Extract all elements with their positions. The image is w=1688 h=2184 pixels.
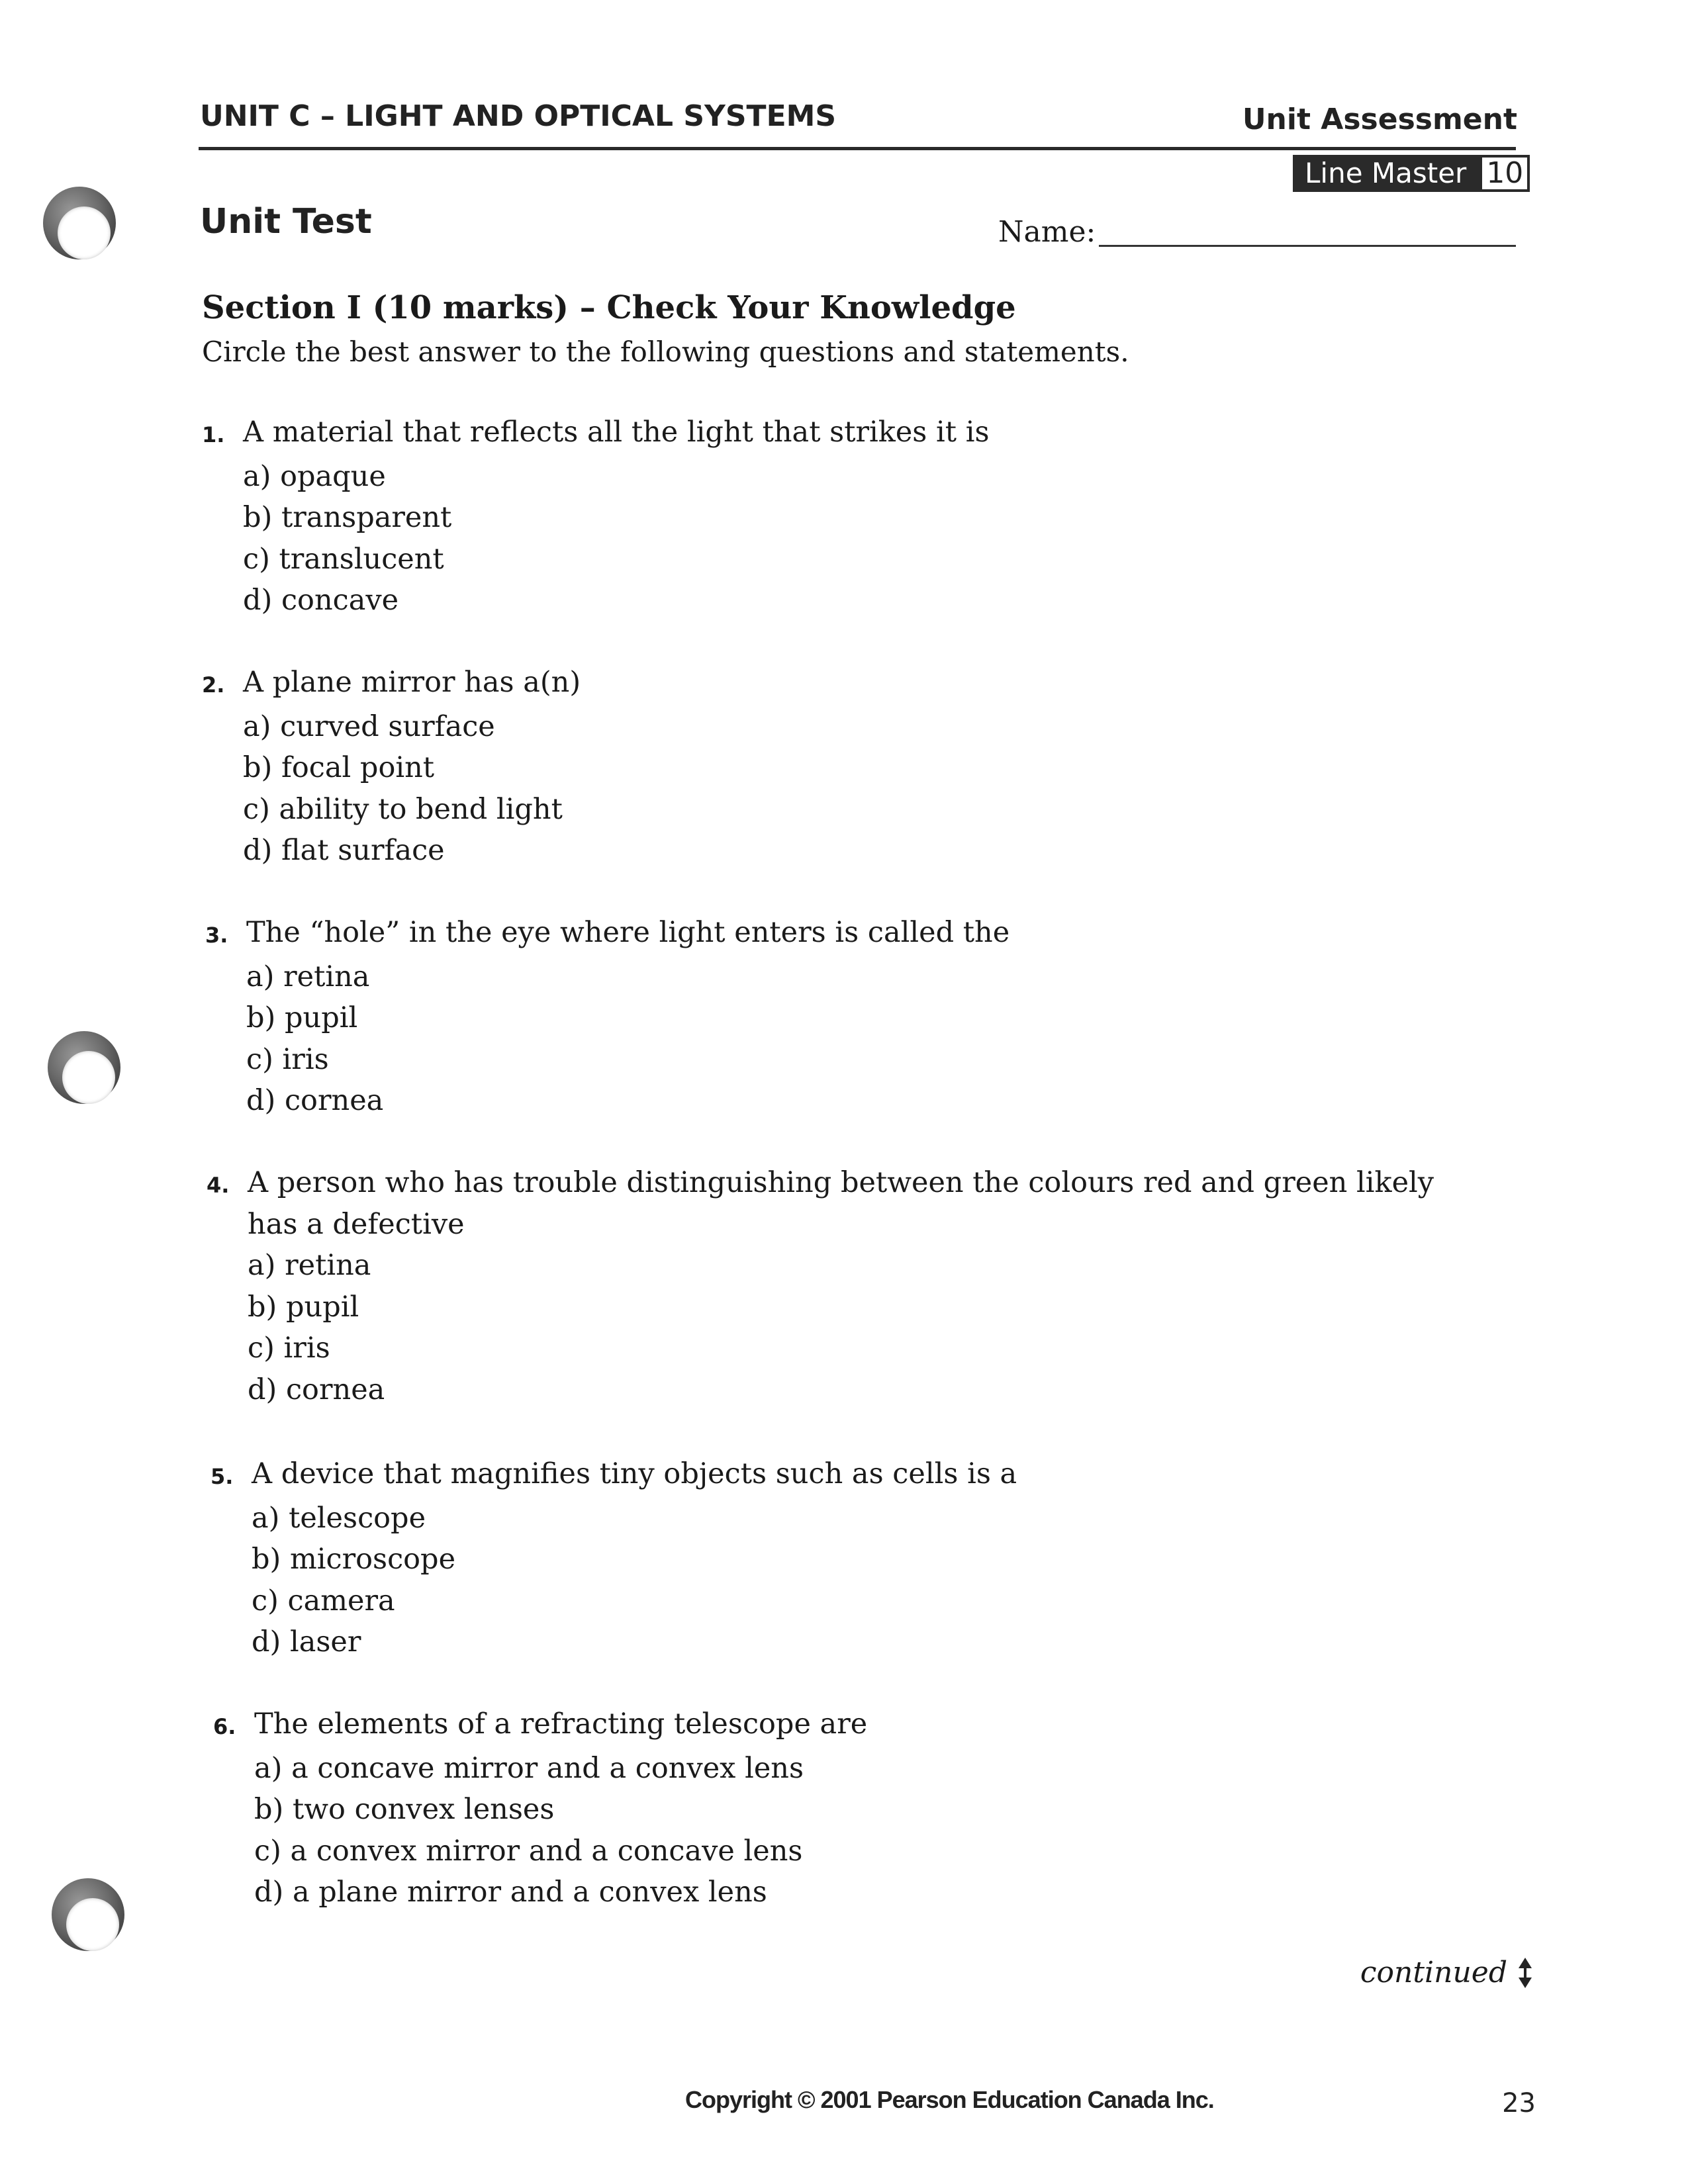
binder-hole-middle — [48, 1031, 120, 1104]
answer-option[interactable]: c) camera — [252, 1584, 395, 1617]
question-5 — [211, 1453, 1468, 1663]
assessment-label: Unit Assessment — [1242, 103, 1517, 136]
answer-option[interactable]: a) telescope — [252, 1501, 426, 1535]
answer-option[interactable]: c) iris — [248, 1332, 330, 1365]
answer-option[interactable]: b) pupil — [246, 1001, 358, 1034]
answer-option[interactable]: a) a concave mirror and a convex lens — [254, 1751, 804, 1785]
continued-label: continued — [1360, 1956, 1507, 1989]
question-text: The “hole” in the eye where light enters is called the — [246, 916, 1010, 949]
answer-option[interactable]: d) concave — [243, 584, 399, 617]
question-stem — [202, 412, 1460, 456]
question-stem — [207, 1162, 1491, 1245]
question-2 — [202, 662, 1460, 872]
question-text: The elements of a refracting telescope are — [254, 1707, 868, 1741]
question-number: 6. — [213, 1714, 236, 1739]
answer-option[interactable]: d) flat surface — [243, 834, 445, 867]
answer-option[interactable]: d) cornea — [246, 1084, 384, 1117]
question-6 — [213, 1704, 1471, 1913]
answer-option[interactable]: c) a convex mirror and a concave lens — [254, 1834, 803, 1868]
question-stem — [205, 912, 1463, 956]
answer-option[interactable]: a) opaque — [243, 459, 386, 493]
answer-option[interactable]: b) two convex lenses — [254, 1793, 555, 1826]
question-text: A device that magnifies tiny objects such as cells is a — [252, 1457, 1017, 1490]
question-text: A material that reflects all the light that strikes it is — [243, 416, 990, 449]
line-master-number: 10 — [1479, 155, 1530, 192]
answer-option[interactable]: d) a plane mirror and a convex lens — [254, 1876, 767, 1909]
question-text: A plane mirror has a(n) — [243, 666, 581, 699]
question-1 — [202, 412, 1460, 621]
question-3 — [205, 912, 1463, 1122]
continued-arrow-icon — [1518, 1958, 1532, 1988]
answer-option[interactable]: d) laser — [252, 1625, 361, 1659]
answer-option[interactable]: a) curved surface — [243, 709, 495, 743]
line-master-badge — [1293, 155, 1530, 192]
name-field[interactable] — [1099, 245, 1516, 247]
question-number: 1. — [202, 422, 225, 447]
answer-option[interactable]: d) cornea — [248, 1373, 385, 1406]
question-number: 5. — [211, 1464, 234, 1489]
question-number: 4. — [207, 1173, 230, 1198]
answer-option[interactable]: b) transparent — [243, 501, 452, 534]
answer-option[interactable]: b) focal point — [243, 751, 435, 784]
continued-indicator — [1360, 1956, 1532, 1989]
page-title: Unit Test — [200, 202, 372, 242]
question-number: 2. — [202, 672, 225, 698]
question-stem — [213, 1704, 1471, 1748]
answer-option[interactable]: c) iris — [246, 1042, 329, 1076]
question-number: 3. — [205, 923, 228, 948]
line-master-label: Line Master — [1293, 155, 1479, 192]
question-stem — [202, 662, 1460, 706]
section-instructions: Circle the best answer to the following questions and statements. — [202, 336, 1129, 368]
answer-option[interactable]: b) microscope — [252, 1543, 456, 1576]
binder-hole-top — [43, 187, 116, 259]
page-number: 23 — [1502, 2088, 1536, 2118]
question-text: A person who has trouble distinguishing between the colours red and green likely has a defective — [248, 1166, 1434, 1241]
answer-option[interactable]: a) retina — [248, 1249, 371, 1282]
question-4 — [207, 1162, 1491, 1410]
answer-option[interactable]: a) retina — [246, 960, 370, 993]
answer-option[interactable]: c) ability to bend light — [243, 792, 563, 826]
header-divider — [199, 147, 1516, 150]
name-label: Name: — [998, 215, 1096, 249]
binder-hole-bottom — [52, 1878, 124, 1951]
section-title: Section I (10 marks) – Check Your Knowledge — [202, 289, 1016, 326]
question-stem — [211, 1453, 1468, 1498]
copyright: Copyright © 2001 Pearson Education Canada Inc. — [685, 2086, 1214, 2113]
unit-title: UNIT C – LIGHT AND OPTICAL SYSTEMS — [200, 99, 837, 133]
answer-option[interactable]: c) translucent — [243, 542, 444, 576]
answer-option[interactable]: b) pupil — [248, 1290, 359, 1324]
